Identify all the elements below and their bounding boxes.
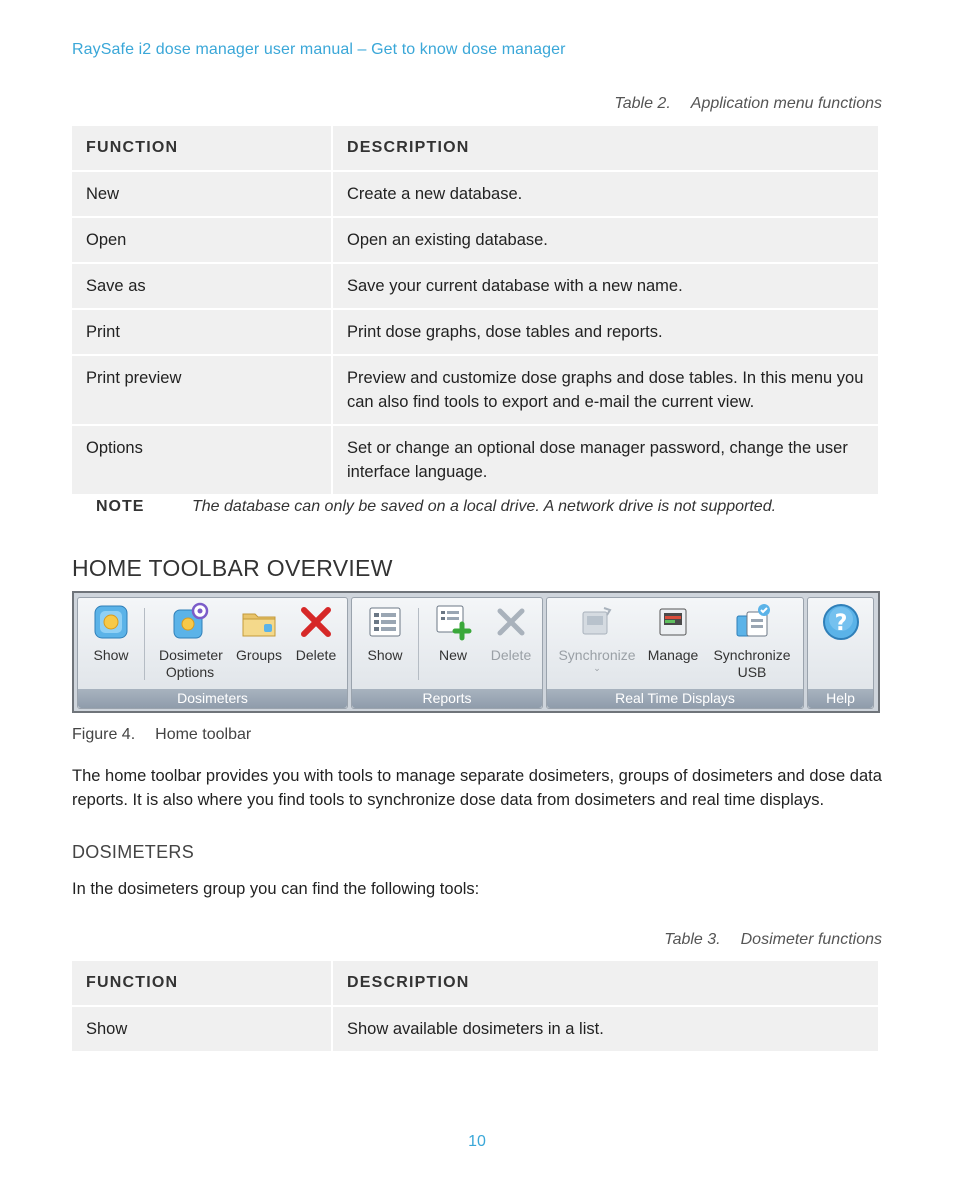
table-row (72, 264, 878, 308)
home-toolbar-figure (72, 591, 880, 713)
description-cell: Save your current database with a new name. (333, 264, 878, 308)
dosimeter-functions-table (70, 959, 880, 1053)
table2-caption-number: Table 2. (614, 95, 671, 112)
button-label: Show (367, 647, 403, 663)
description-cell: Create a new database. (333, 172, 878, 216)
column-header-description: DESCRIPTION (333, 961, 878, 1005)
function-cell: Show (72, 1007, 331, 1051)
function-cell: Print preview (72, 356, 331, 424)
description-cell: Print dose graphs, dose tables and reports. (333, 310, 878, 354)
table-row (72, 426, 878, 494)
toolbar-separator (418, 608, 419, 680)
button-label: New (438, 647, 467, 663)
dosimeter-options-button[interactable] (152, 602, 228, 681)
button-label: Delete (490, 647, 532, 663)
section-heading: HOME TOOLBAR OVERVIEW (72, 555, 393, 581)
figure4-caption-title: Home toolbar (155, 726, 252, 743)
column-header-description: DESCRIPTION (333, 126, 878, 170)
dosimeters-show-button[interactable] (82, 602, 140, 664)
button-label: Synchronize (558, 647, 636, 663)
toolbar-separator (144, 608, 145, 680)
column-header-function: FUNCTION (72, 961, 331, 1005)
description-cell: Open an existing database. (333, 218, 878, 262)
description-cell: Preview and customize dose graphs and dose tables. In this menu you can also find tools to export and e-mail the current view. (333, 356, 878, 424)
button-label: Delete (295, 647, 337, 663)
grey-x-delete-icon (491, 602, 531, 642)
page-number: 10 (468, 1133, 486, 1150)
toolbar-group-help (807, 597, 874, 709)
reports-show-button[interactable] (356, 602, 414, 664)
application-menu-table (70, 124, 880, 496)
table2-caption-title: Application menu functions (690, 95, 882, 112)
table-row (72, 1007, 878, 1051)
table-row (72, 172, 878, 216)
button-label: Groups (236, 647, 282, 663)
real-time-manage-button[interactable] (643, 602, 703, 664)
help-button[interactable] (812, 602, 870, 647)
display-sync-icon (577, 602, 617, 642)
dosimeter-show-icon (91, 602, 131, 642)
table-header-row (72, 961, 878, 1005)
figure4-caption (72, 726, 251, 744)
group-label: Real Time Displays (547, 689, 803, 708)
table-header-row (72, 126, 878, 170)
table3-caption-title: Dosimeter functions (740, 931, 882, 948)
toolbar-group-real-time-displays (546, 597, 804, 709)
function-cell: New (72, 172, 331, 216)
button-label: Dosimeter Options (159, 647, 223, 680)
running-header: RaySafe i2 dose manager user manual – Get to know dose manager (72, 41, 566, 58)
dosimeters-delete-button[interactable] (288, 602, 344, 664)
usb-sync-icon (732, 602, 772, 642)
function-cell: Open (72, 218, 331, 262)
note-text: The database can only be saved on a local drive. A network drive is not supported. (192, 498, 777, 515)
function-cell: Options (72, 426, 331, 494)
table-row (72, 310, 878, 354)
folder-groups-icon (239, 602, 279, 642)
table-row (72, 218, 878, 262)
table3-caption (664, 931, 882, 949)
intro-paragraph: The home toolbar provides you with tools to manage separate dosimeters, groups of dosimeters and dose data reports. It is also where you find tools to synchronize dose data from dosimeters and real time displays. (72, 767, 882, 809)
dosimeters-heading: DOSIMETERS (72, 842, 195, 862)
svg-text:?: ? (834, 611, 848, 636)
table2-caption (614, 95, 882, 113)
description-cell: Set or change an optional dose manager password, change the user interface language. (333, 426, 878, 494)
red-x-delete-icon (296, 602, 336, 642)
reports-new-button[interactable] (424, 602, 482, 664)
dosimeters-intro: In the dosimeters group you can find the following tools: (72, 880, 480, 898)
group-label: Reports (352, 689, 542, 708)
groups-button[interactable] (230, 602, 288, 664)
description-cell: Show available dosimeters in a list. (333, 1007, 878, 1051)
button-label: Synchronize USB (713, 647, 791, 680)
function-cell: Print (72, 310, 331, 354)
chevron-down-icon: ⌄ (593, 663, 601, 673)
button-label: Show (93, 647, 129, 663)
note-label: NOTE (96, 498, 145, 515)
group-label: Help (808, 689, 873, 708)
function-cell: Save as (72, 264, 331, 308)
report-list-icon (365, 602, 405, 642)
toolbar-group-dosimeters (77, 597, 348, 709)
report-new-plus-icon (433, 602, 473, 642)
toolbar-group-reports (351, 597, 543, 709)
group-label: Dosimeters (78, 689, 347, 708)
real-time-synchronize-button[interactable] (551, 602, 643, 672)
dosimeter-options-icon (170, 602, 210, 642)
figure4-caption-number: Figure 4. (72, 726, 136, 743)
reports-delete-button[interactable] (482, 602, 540, 664)
column-header-function: FUNCTION (72, 126, 331, 170)
button-label: Manage (647, 647, 699, 663)
synchronize-usb-button[interactable] (707, 602, 797, 681)
table-row (72, 356, 878, 424)
note (96, 498, 776, 516)
display-manage-icon (653, 602, 693, 642)
help-question-icon (821, 602, 861, 642)
table3-caption-number: Table 3. (664, 931, 721, 948)
